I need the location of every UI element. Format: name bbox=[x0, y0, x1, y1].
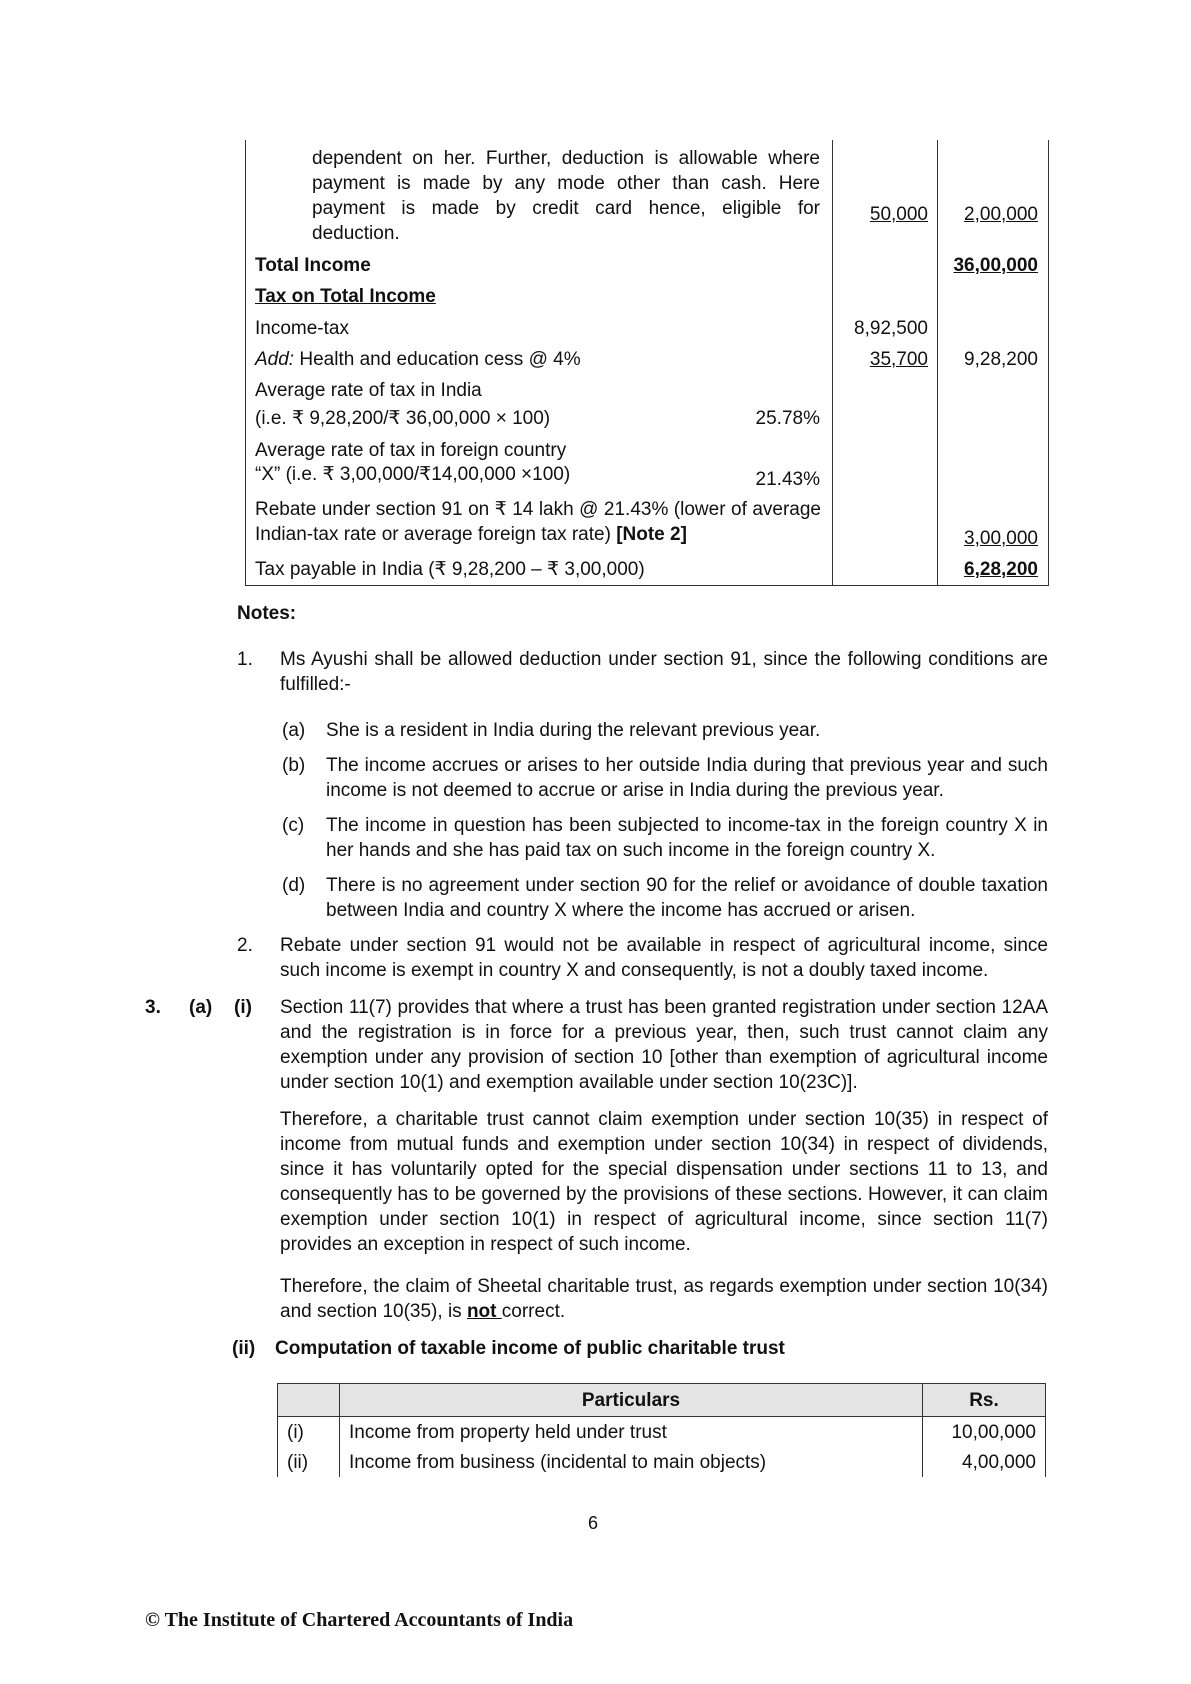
subpart-i-label: (i) bbox=[234, 997, 252, 1018]
tax-payable-label: Tax payable in India (₹ 9,28,200 – ₹ 3,00,000) bbox=[255, 559, 645, 580]
exemption-paragraph: Therefore, a charitable trust cannot claim exemption under section 10(35) in respect of income from mutual funds and exemption under section 10(34) in respect of dividends, since it has voluntarily opted for the special dispensation under sections 11 to 13, and consequently has to be governed by the provisions of these sections. However, it can claim exemption under section 10(1) in respect of agricultural income, since section 11(7) provides an exception in respect of such income. bbox=[280, 1109, 1048, 1255]
table-header-row bbox=[278, 1384, 1046, 1417]
tax-with-cess-value: 9,28,200 bbox=[964, 349, 1038, 370]
conclusion-paragraph: Therefore, the claim of Sheetal charitable trust, as regards exemption under section 10(34) and section 10(35), is not correct. bbox=[280, 1276, 1048, 1322]
rs-header: Rs. bbox=[923, 1384, 1046, 1417]
condition-c-label: (c) bbox=[282, 815, 305, 836]
deduction-subtotal: 50,000 bbox=[869, 204, 928, 225]
row-number: (ii) bbox=[278, 1447, 340, 1477]
notes-heading: Notes: bbox=[237, 603, 297, 624]
income-tax-label: Income-tax bbox=[255, 318, 349, 339]
tax-heading: Tax on Total Income bbox=[255, 286, 436, 307]
note-1-text: Ms Ayushi shall be allowed deduction under section 91, since the following conditions are fulfilled:- bbox=[280, 649, 1048, 695]
avg-foreign-rate: 21.43% bbox=[755, 469, 820, 490]
condition-c-text: The income in question has been subjected to income-tax in the foreign country X in her hands and she has paid tax on such income in the foreign country X. bbox=[326, 815, 1048, 861]
table-divider-2 bbox=[937, 140, 938, 586]
row-particulars: Income from business (incidental to main objects) bbox=[340, 1447, 923, 1477]
rebate-label: Rebate under section 91 on ₹ 14 lakh @ 21.43% (lower of average Indian-tax rate or average foreign tax rate) [Note 2] bbox=[255, 499, 821, 545]
tax-payable-value: 6,28,200 bbox=[964, 559, 1038, 580]
table-border-bottom bbox=[245, 585, 1049, 586]
condition-a-label: (a) bbox=[282, 720, 306, 741]
condition-a-text: She is a resident in India during the relevant previous year. bbox=[326, 720, 821, 741]
avg-india-label-2: (i.e. ₹ 9,28,200/₹ 36,00,000 × 100) bbox=[255, 408, 551, 429]
rebate-value: 3,00,000 bbox=[964, 528, 1038, 549]
total-income-label: Total Income bbox=[255, 255, 371, 276]
avg-foreign-label-1: Average rate of tax in foreign country bbox=[255, 440, 567, 461]
table-row bbox=[278, 1417, 1046, 1448]
condition-d-label: (d) bbox=[282, 875, 306, 896]
deduction-total: 2,00,000 bbox=[964, 204, 1038, 225]
note-2-number: 2. bbox=[237, 935, 253, 956]
note-2-text: Rebate under section 91 would not be available in respect of agricultural income, since such income is exempt in country X and consequently, is not a doubly taxed income. bbox=[280, 935, 1048, 981]
row-particulars: Income from property held under trust bbox=[340, 1417, 923, 1448]
total-income-value: 36,00,000 bbox=[953, 255, 1038, 276]
row-number: (i) bbox=[278, 1417, 340, 1448]
dependent-deduction-text: dependent on her. Further, deduction is allowable where payment is made by any mode other than cash. Here payment is made by credit card hence, eligible for deduction. bbox=[312, 148, 820, 244]
cess-label: Add: Health and education cess @ 4% bbox=[255, 349, 581, 370]
table-border-left bbox=[245, 140, 246, 586]
question-part: (a) bbox=[189, 997, 213, 1018]
condition-d-text: There is no agreement under section 90 for the relief or avoidance of double taxation between India and country X where the income has accrued or arisen. bbox=[326, 875, 1048, 921]
question-number: 3. bbox=[145, 997, 161, 1018]
footer-copyright: © The Institute of Chartered Accountants of India bbox=[145, 1609, 574, 1631]
page-number: 6 bbox=[588, 1513, 599, 1533]
trust-income-table bbox=[277, 1383, 1046, 1477]
subpart-ii-label: (ii) bbox=[232, 1338, 256, 1359]
note-1-number: 1. bbox=[237, 649, 253, 670]
row-amount: 4,00,000 bbox=[923, 1447, 1046, 1477]
condition-b-text: The income accrues or arises to her outside India during that previous year and such income is not deemed to accrue or arise in India during the previous year. bbox=[326, 755, 1048, 801]
section-11-7-paragraph: Section 11(7) provides that where a trust has been granted registration under section 12AA and the registration is in force for a previous year, then, such trust cannot claim any exemption under any provision of section 10 [other than exemption of agricultural income under section 10(1) and exemption available under section 10(23C)]. bbox=[280, 997, 1048, 1093]
condition-b-label: (b) bbox=[282, 755, 306, 776]
subpart-ii-heading: Computation of taxable income of public charitable trust bbox=[275, 1338, 785, 1359]
table-divider-1 bbox=[832, 140, 833, 586]
row-amount: 10,00,000 bbox=[923, 1417, 1046, 1448]
avg-india-label-1: Average rate of tax in India bbox=[255, 380, 482, 401]
table-row bbox=[278, 1447, 1046, 1477]
cess-value: 35,700 bbox=[869, 349, 928, 370]
particulars-header: Particulars bbox=[340, 1384, 923, 1417]
avg-foreign-label-2: “X” (i.e. ₹ 3,00,000/₹14,00,000 ×100) bbox=[255, 464, 571, 485]
income-tax-value: 8,92,500 bbox=[854, 318, 928, 339]
table-border-right bbox=[1048, 140, 1049, 586]
avg-india-rate: 25.78% bbox=[755, 408, 820, 429]
